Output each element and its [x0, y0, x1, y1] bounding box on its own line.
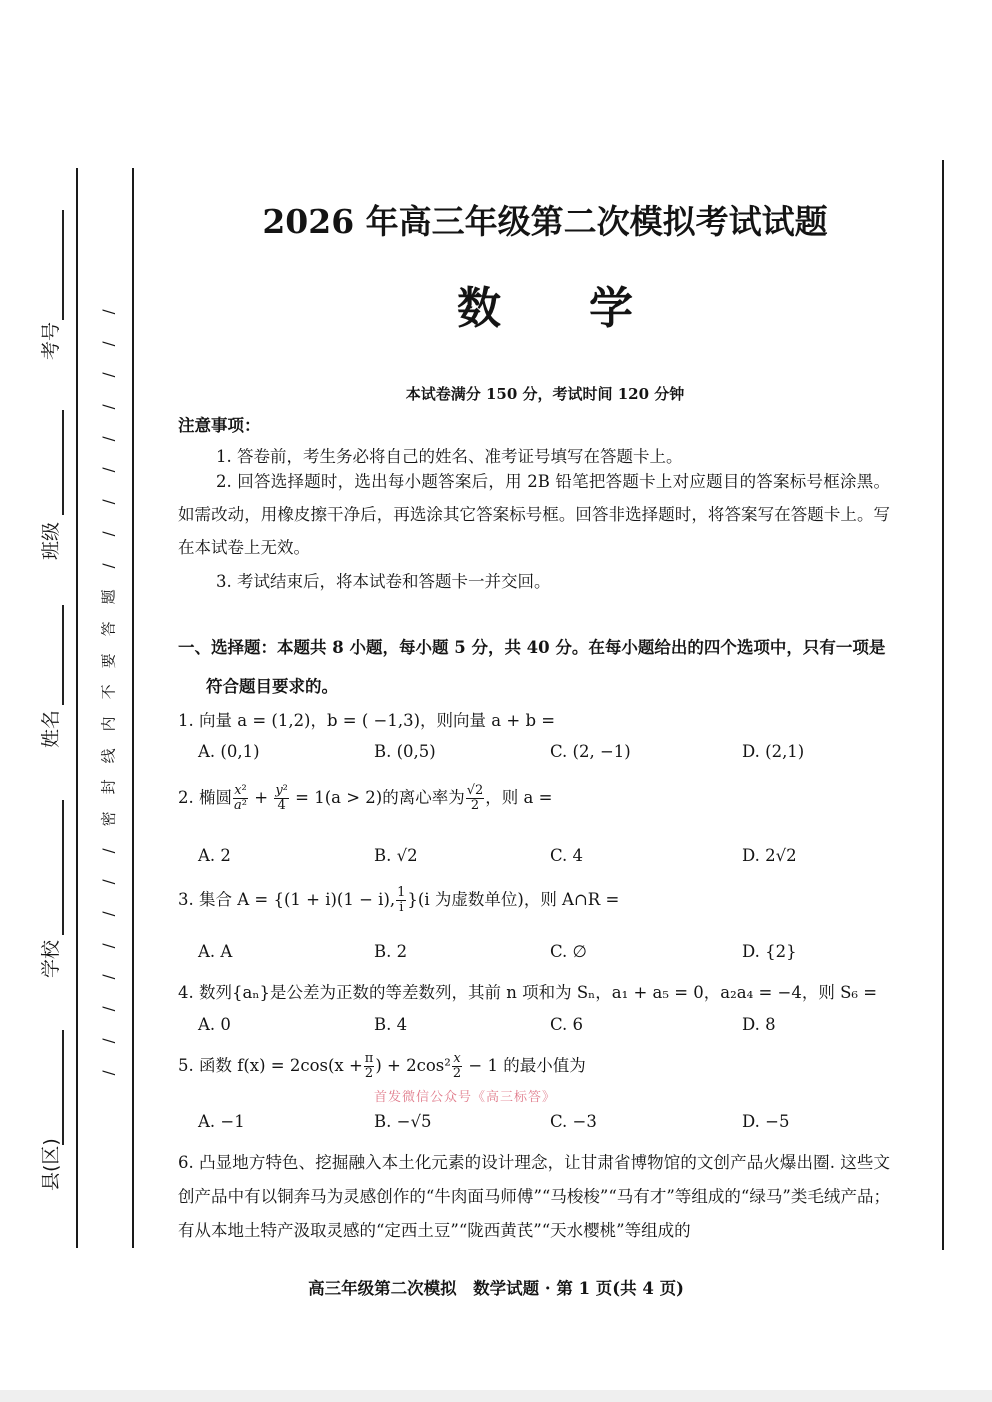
bottom-strip [0, 1390, 992, 1402]
q2-stem-suffix: ，则 a = [485, 788, 553, 807]
q3-option-d: D. {2} [742, 942, 797, 961]
seal-glyph: / [100, 499, 119, 505]
seal-glyph: / [100, 404, 119, 410]
section1-heading: 一、选择题：本题共 8 小题，每小题 5 分，共 40 分。在每小题给出的四个选项中，只有一项是 [178, 638, 886, 657]
seal-glyph: 密 [100, 811, 119, 827]
q3-option-c: C. ∅ [550, 942, 587, 961]
q5-option-c: C. −3 [550, 1112, 597, 1131]
question-5-stem [178, 1052, 586, 1081]
q5-option-b: B. −√5 [374, 1112, 432, 1131]
subject-title: 数 学 [457, 283, 633, 334]
q2-stem-prefix: 2. 椭圆 [178, 788, 232, 807]
q3-stem-prefix: 3. 集合 A = {(1 + i)(1 − i), [178, 890, 396, 909]
seal-glyph: / [100, 1006, 119, 1012]
q2-option-b: B. √2 [374, 846, 418, 865]
field-label-kaohao: 考号 [40, 321, 62, 360]
seal-char [98, 645, 122, 677]
notice-item-1: 1. 答卷前，考生务必将自己的姓名、准考证号填写在答题卡上。 [216, 447, 683, 466]
q4-option-d: D. 8 [742, 1015, 776, 1034]
field-line-xianqu [62, 1030, 64, 1145]
seal-slash [98, 993, 122, 1025]
seal-char [98, 803, 122, 835]
seal-slash [98, 1057, 122, 1089]
field-line-xuexiao [62, 800, 64, 935]
q3-option-a: A. A [198, 942, 233, 961]
seal-glyph: / [100, 974, 119, 980]
seal-glyph: 线 [100, 747, 119, 763]
q1-option-c: C. (2, −1) [550, 742, 631, 761]
q3-frac-1-i: $\frac{1}{i}$ [397, 885, 406, 915]
field-label-xianqu: 县(区) [40, 1138, 62, 1191]
question-4-stem: 4. 数列{aₙ}是公差为正数的等差数列，其前 n 项和为 Sₙ，a₁ + a₅ = 0，a₂a₄ = −4，则 S₆ = [178, 983, 878, 1002]
q5-stem-mid: ) + 2cos² [375, 1056, 451, 1075]
seal-glyph: / [100, 309, 119, 315]
question-6-text: 6. 凸显地方特色、挖掘融入本土化元素的设计理念，让甘肃省博物馆的文创产品火爆出圈. 这些文创产品中有以铜奔马为灵感创作的“牛肉面马师傅”“马梭梭”“马有才”等组成的“绿马”类毛绒产品；有从本地土特产汲取灵感的“定西土豆”“陇西黄芪”“天水樱桃”等组成的 [178, 1153, 890, 1240]
q4-option-a: A. 0 [198, 1015, 231, 1034]
seal-line-column [98, 296, 122, 1088]
seal-slash [98, 391, 122, 423]
q5-option-d: D. −5 [742, 1112, 790, 1131]
seal-glyph: / [100, 943, 119, 949]
q4-option-c: C. 6 [550, 1015, 584, 1034]
q2-frac-x2-a2: $\frac{\text{x²}}{\text{a²}}$ [234, 783, 247, 813]
seal-slash [98, 961, 122, 993]
seal-glyph: / [100, 341, 119, 347]
q2-frac-sqrt2-2: $\frac{√2}{2}$ [466, 783, 484, 813]
seal-slash [98, 328, 122, 360]
seal-char [98, 676, 122, 708]
notice-item-3: 3. 考试结束后，将本试卷和答题卡一并交回。 [216, 572, 551, 591]
seal-glyph: / [100, 1069, 119, 1075]
q5-stem-prefix: 5. 函数 f(x) = 2cos(x + [178, 1056, 363, 1075]
seal-slash [98, 930, 122, 962]
q2-frac-y2-4: $\frac{\text{y²}}{4}$ [275, 783, 288, 813]
seal-slash [98, 423, 122, 455]
exam-info: 本试卷满分 150 分，考试时间 120 分钟 [405, 385, 685, 403]
seal-slash [98, 454, 122, 486]
margin-line-inner [132, 168, 134, 1248]
seal-glyph: / [100, 879, 119, 885]
q4-option-b: B. 4 [374, 1015, 408, 1034]
seal-slash [98, 550, 122, 582]
seal-slash [98, 898, 122, 930]
seal-slash [98, 866, 122, 898]
q1-option-a: A. (0,1) [198, 742, 260, 761]
seal-slash [98, 1025, 122, 1057]
field-label-banji: 班级 [40, 521, 62, 560]
right-border-line [942, 160, 944, 1250]
q2-option-a: A. 2 [198, 846, 231, 865]
seal-slash [98, 518, 122, 550]
q2-option-d: D. 2√2 [742, 846, 797, 865]
q1-option-b: B. (0,5) [374, 742, 436, 761]
notice-item-2: 2. 回答选择题时，选出每小题答案后，用 2B 铅笔把答题卡上对应题目的答案标号框涂黑。如需改动，用橡皮擦干净后，再选涂其它答案标号框。回答非选择题时，将答案写在答题卡上。写在本试卷上无效。 [178, 472, 890, 557]
page-footer: 高三年级第二次模拟 数学试题 · 第 1 页(共 4 页) [308, 1279, 684, 1298]
seal-char [98, 581, 122, 613]
seal-glyph: 题 [100, 589, 119, 605]
q2-stem-mid: = 1(a > 2)的离心率为 [289, 788, 465, 807]
seal-char [98, 613, 122, 645]
seal-glyph: / [100, 911, 119, 917]
seal-glyph: / [100, 467, 119, 473]
question-3-stem [178, 886, 619, 915]
seal-glyph: 内 [100, 716, 119, 732]
seal-glyph: 不 [100, 684, 119, 700]
seal-glyph: / [100, 848, 119, 854]
seal-glyph: 要 [100, 652, 119, 668]
margin-line-outer [76, 168, 78, 1248]
q5-option-a: A. −1 [198, 1112, 245, 1131]
q1-option-d: D. (2,1) [742, 742, 805, 761]
question-2-stem: 2. 椭圆 $\frac{\text{x²}}{\text{a²}}$ + $\frac{\text{y²}}{4}$ = 1(a > 2)的离心率为 $\frac{√2}{2}$ ，则 a = [178, 783, 553, 813]
seal-glyph: / [100, 1038, 119, 1044]
watermark-text: 首发微信公众号《高三标答》 [374, 1090, 557, 1105]
q5-stem-suffix: − 1 的最小值为 [463, 1056, 586, 1075]
question-1-stem: 1. 向量 a = (1,2)，b = ( −1,3)，则向量 a + b = [178, 711, 556, 730]
seal-slash [98, 835, 122, 867]
seal-glyph: / [100, 372, 119, 378]
field-label-xingming: 姓名 [40, 709, 62, 748]
q2-option-c: C. 4 [550, 846, 584, 865]
seal-slash [98, 296, 122, 328]
seal-glyph: 答 [100, 621, 119, 637]
q3-stem-suffix: }(i 为虚数单位)，则 A∩R = [407, 890, 620, 909]
seal-glyph: 封 [100, 779, 119, 795]
field-line-xingming [62, 605, 64, 705]
exam-title: 2026 年高三年级第二次模拟考试试题 [262, 202, 828, 241]
q5-frac-x-2: $\frac{x}{2}$ [452, 1051, 462, 1081]
seal-slash [98, 359, 122, 391]
notice-heading: 注意事项： [178, 416, 261, 435]
field-line-kaohao [62, 210, 64, 320]
section1-heading-cont: 符合题目要求的。 [206, 677, 338, 696]
seal-char [98, 771, 122, 803]
seal-glyph: / [100, 436, 119, 442]
field-line-banji [62, 410, 64, 515]
field-label-xuexiao: 学校 [40, 939, 62, 978]
seal-char [98, 708, 122, 740]
seal-glyph: / [100, 531, 119, 537]
seal-slash [98, 486, 122, 518]
seal-char [98, 740, 122, 772]
q5-frac-pi-2: $\frac{\pi}{2}$ [364, 1051, 374, 1081]
q3-option-b: B. 2 [374, 942, 408, 961]
seal-glyph: / [100, 562, 119, 568]
